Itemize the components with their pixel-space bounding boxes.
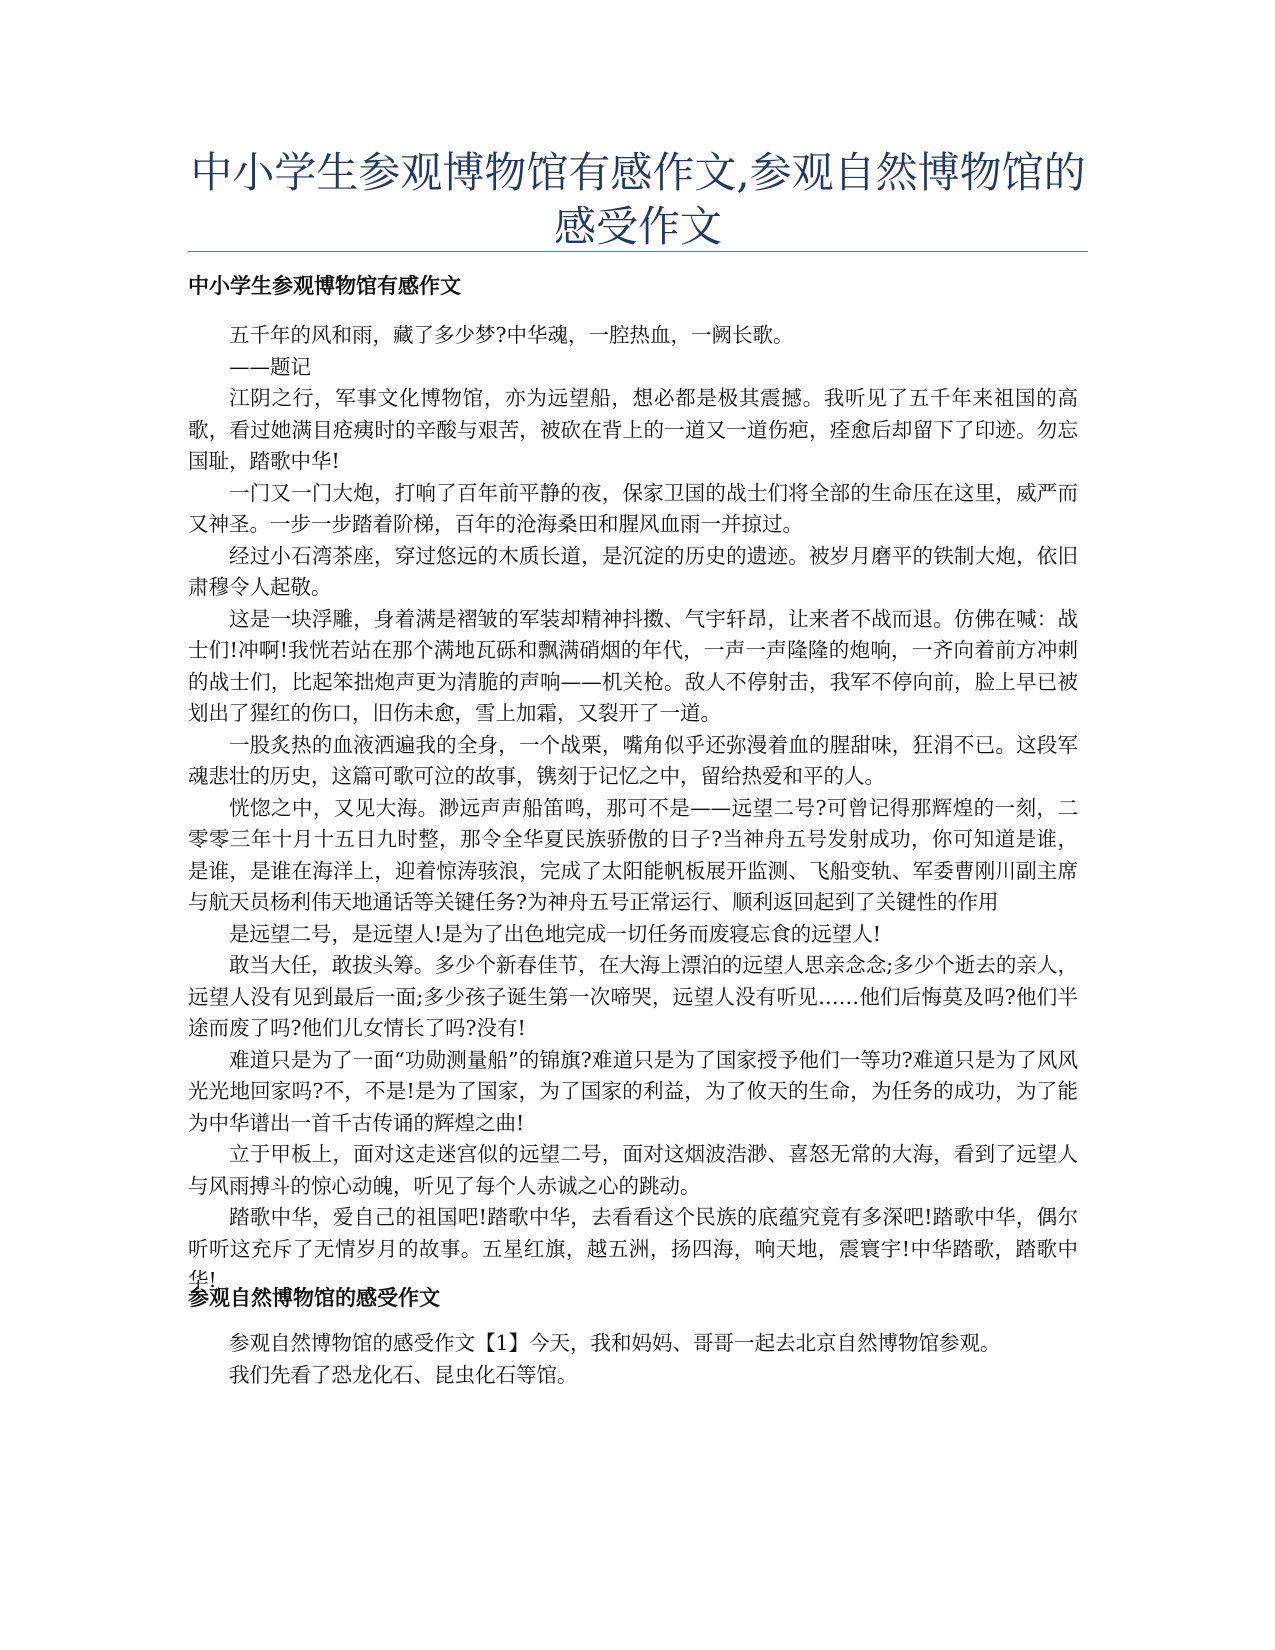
section-heading-nature-museum: 参观自然博物馆的感受作文 xyxy=(188,1285,440,1310)
paragraph: 难道只是为了一面“功勋测量船”的锦旗?难道只是为了国家授予他们一等功?难道只是为了风风光光地回家吗?不，不是!是为了国家，为了国家的利益，为了攸天的生命，为任务的成功，为了能为中华谱出一首千古传诵的辉煌之曲! xyxy=(188,1047,1078,1135)
paragraph: 江阴之行，军事文化博物馆，亦为远望船，想必都是极其震撼。我听见了五千年来祖国的高歌，看过她满目疮痍时的辛酸与艰苦，被砍在背上的一道又一道伤疤，痊愈后却留下了印迹。勿忘国耻，踏歌中华! xyxy=(188,386,1078,473)
section-body-museum-essay xyxy=(188,320,1078,1297)
document-title: 中小学生参观博物馆有感作文,参观自然博物馆的感受作文 xyxy=(190,148,1086,251)
paragraph: 一门又一门大炮，打响了百年前平静的夜，保家卫国的战士们将全部的生命压在这里，威严而又神圣。一步一步踏着阶梯，百年的沧海桑田和腥风血雨一并掠过。 xyxy=(188,480,1078,536)
paragraph: 这是一块浮雕，身着满是褶皱的军装却精神抖擞、气宇轩昂，让来者不战而退。仿佛在喊：战士们!冲啊!我恍若站在那个满地瓦砾和飘满硝烟的年代，一声一声隆隆的炮响，一齐向着前方冲刺的战士们，比起笨拙炮声更为清脆的声响——机关枪。敌人不停射击，我军不停向前，脸上早已被划出了猩红的伤口，旧伤未愈，雪上加霜，又裂开了一道。 xyxy=(188,606,1078,725)
section-heading-museum-essay: 中小学生参观博物馆有感作文 xyxy=(188,273,461,298)
paragraph: 立于甲板上，面对这走迷宫似的远望二号，面对这烟波浩渺、喜怒无常的大海，看到了远望人与风雨搏斗的惊心动魄，听见了每个人赤诚之心的跳动。 xyxy=(188,1142,1078,1198)
paragraph: 五千年的风和雨，藏了多少梦?中华魂，一腔热血，一阙长歌。 xyxy=(229,323,794,347)
paragraph: 我们先看了恐龙化石、昆虫化石等馆。 xyxy=(229,1362,578,1387)
paragraph: 是远望二号，是远望人!是为了出色地完成一切任务而废寝忘食的远望人! xyxy=(229,921,881,946)
paragraph: 恍惚之中，又见大海。渺远声声船笛鸣，那可不是——远望二号?可曾记得那辉煌的一刻，二零零三年十月十五日九时整，那令全华夏民族骄傲的日子?当神舟五号发射成功，你可知道是谁，是谁，是谁在海洋上，迎着惊涛骇浪，完成了太阳能帆板展开监测、飞船变轨、军委曹刚川副主席与航天员杨利伟天地通话等关键任务?为神舟五号正常运行、顺利返回起到了关键性的作用 xyxy=(188,795,1078,914)
paragraph: 经过小石湾茶座，穿过悠远的木质长道，是沉淀的历史的遗迹。被岁月磨平的铁制大炮，依旧肃穆令人起敬。 xyxy=(188,543,1078,599)
section-body-nature-museum xyxy=(188,1328,1078,1391)
paragraph: 敢当大任，敢拔头筹。多少个新春佳节，在大海上漂泊的远望人思亲念念;多少个逝去的亲人，远望人没有见到最后一面;多少孩子诞生第一次啼哭，远望人没有听见……他们后悔莫及吗?他们半途而废了吗?他们儿女情长了吗?没有! xyxy=(188,953,1078,1040)
paragraph: 一股炙热的血液洒遍我的全身，一个战栗，嘴角似乎还弥漫着血的腥甜味，狂涓不已。这段军魂悲壮的历史，这篇可歌可泣的故事，镌刻于记忆之中，留给热爱和平的人。 xyxy=(188,732,1078,788)
title-underline xyxy=(188,251,1088,252)
paragraph: 参观自然博物馆的感受作文【1】今天，我和妈妈、哥哥一起去北京自然博物馆参观。 xyxy=(229,1331,1001,1355)
paragraph: ——题记 xyxy=(229,354,311,379)
paragraph: 踏歌中华，爱自己的祖国吧!踏歌中华，去看看这个民族的底蕴究竟有多深吧!踏歌中华，偶尔听听这充斥了无情岁月的故事。五星红旗，越五洲，扬四海，响天地，震寰宇!中华踏歌，踏歌中华! xyxy=(188,1205,1078,1292)
